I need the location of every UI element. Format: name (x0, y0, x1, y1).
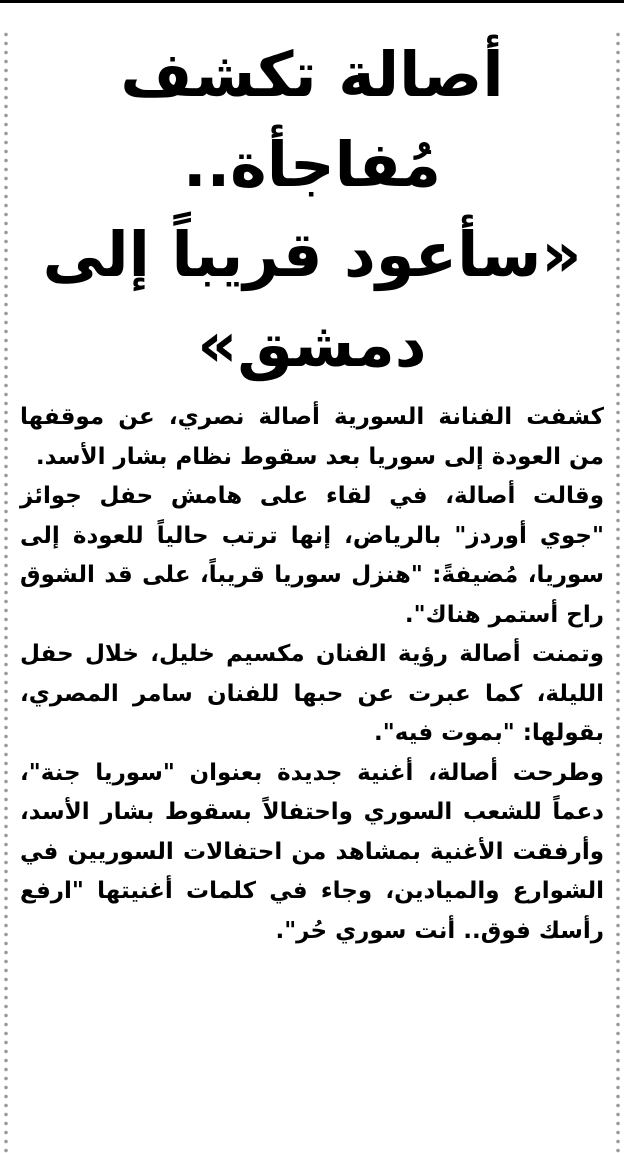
headline (20, 30, 604, 390)
headline-line-1: أصالة تكشف مُفاجأة.. (120, 38, 504, 201)
paragraph-1: كشفت الفنانة السورية أصالة نصري، عن موقفها من العودة إلى سوريا بعد سقوط نظام بشار الأسد. (20, 404, 604, 470)
dotted-border-left (3, 30, 9, 1153)
dotted-border-right (615, 30, 621, 1153)
article (20, 30, 604, 1153)
headline-line-2: «سأعود قريباً إلى دمشق» (42, 218, 582, 381)
article-body (20, 398, 604, 951)
paragraph-3: وتمنت أصالة رؤية الفنان مكسيم خليل، خلال حفل الليلة، كما عبرت عن حبها للفنان سامر المصري، بقولها: "بموت فيه". (20, 641, 604, 746)
top-rule (0, 0, 624, 3)
paragraph-2: وقالت أصالة، في لقاء على هامش حفل جوائز "جوي أوردز" بالرياض، إنها ترتب حالياً للعودة إلى سوريا، مُضيفةً: "هنزل سوريا قريباً، على قد الشوق راح أستمر هناك". (20, 483, 604, 628)
paragraph-4: وطرحت أصالة، أغنية جديدة بعنوان "سوريا جنة"، دعماً للشعب السوري واحتفالاً بسقوط بشار الأسد، وأرفقت الأغنية بمشاهد من احتفالات السوريين في الشوارع والميادين، وجاء في كلمات أغنيتها "ارفع رأسك فوق.. أنت سوري حُر". (20, 759, 604, 944)
